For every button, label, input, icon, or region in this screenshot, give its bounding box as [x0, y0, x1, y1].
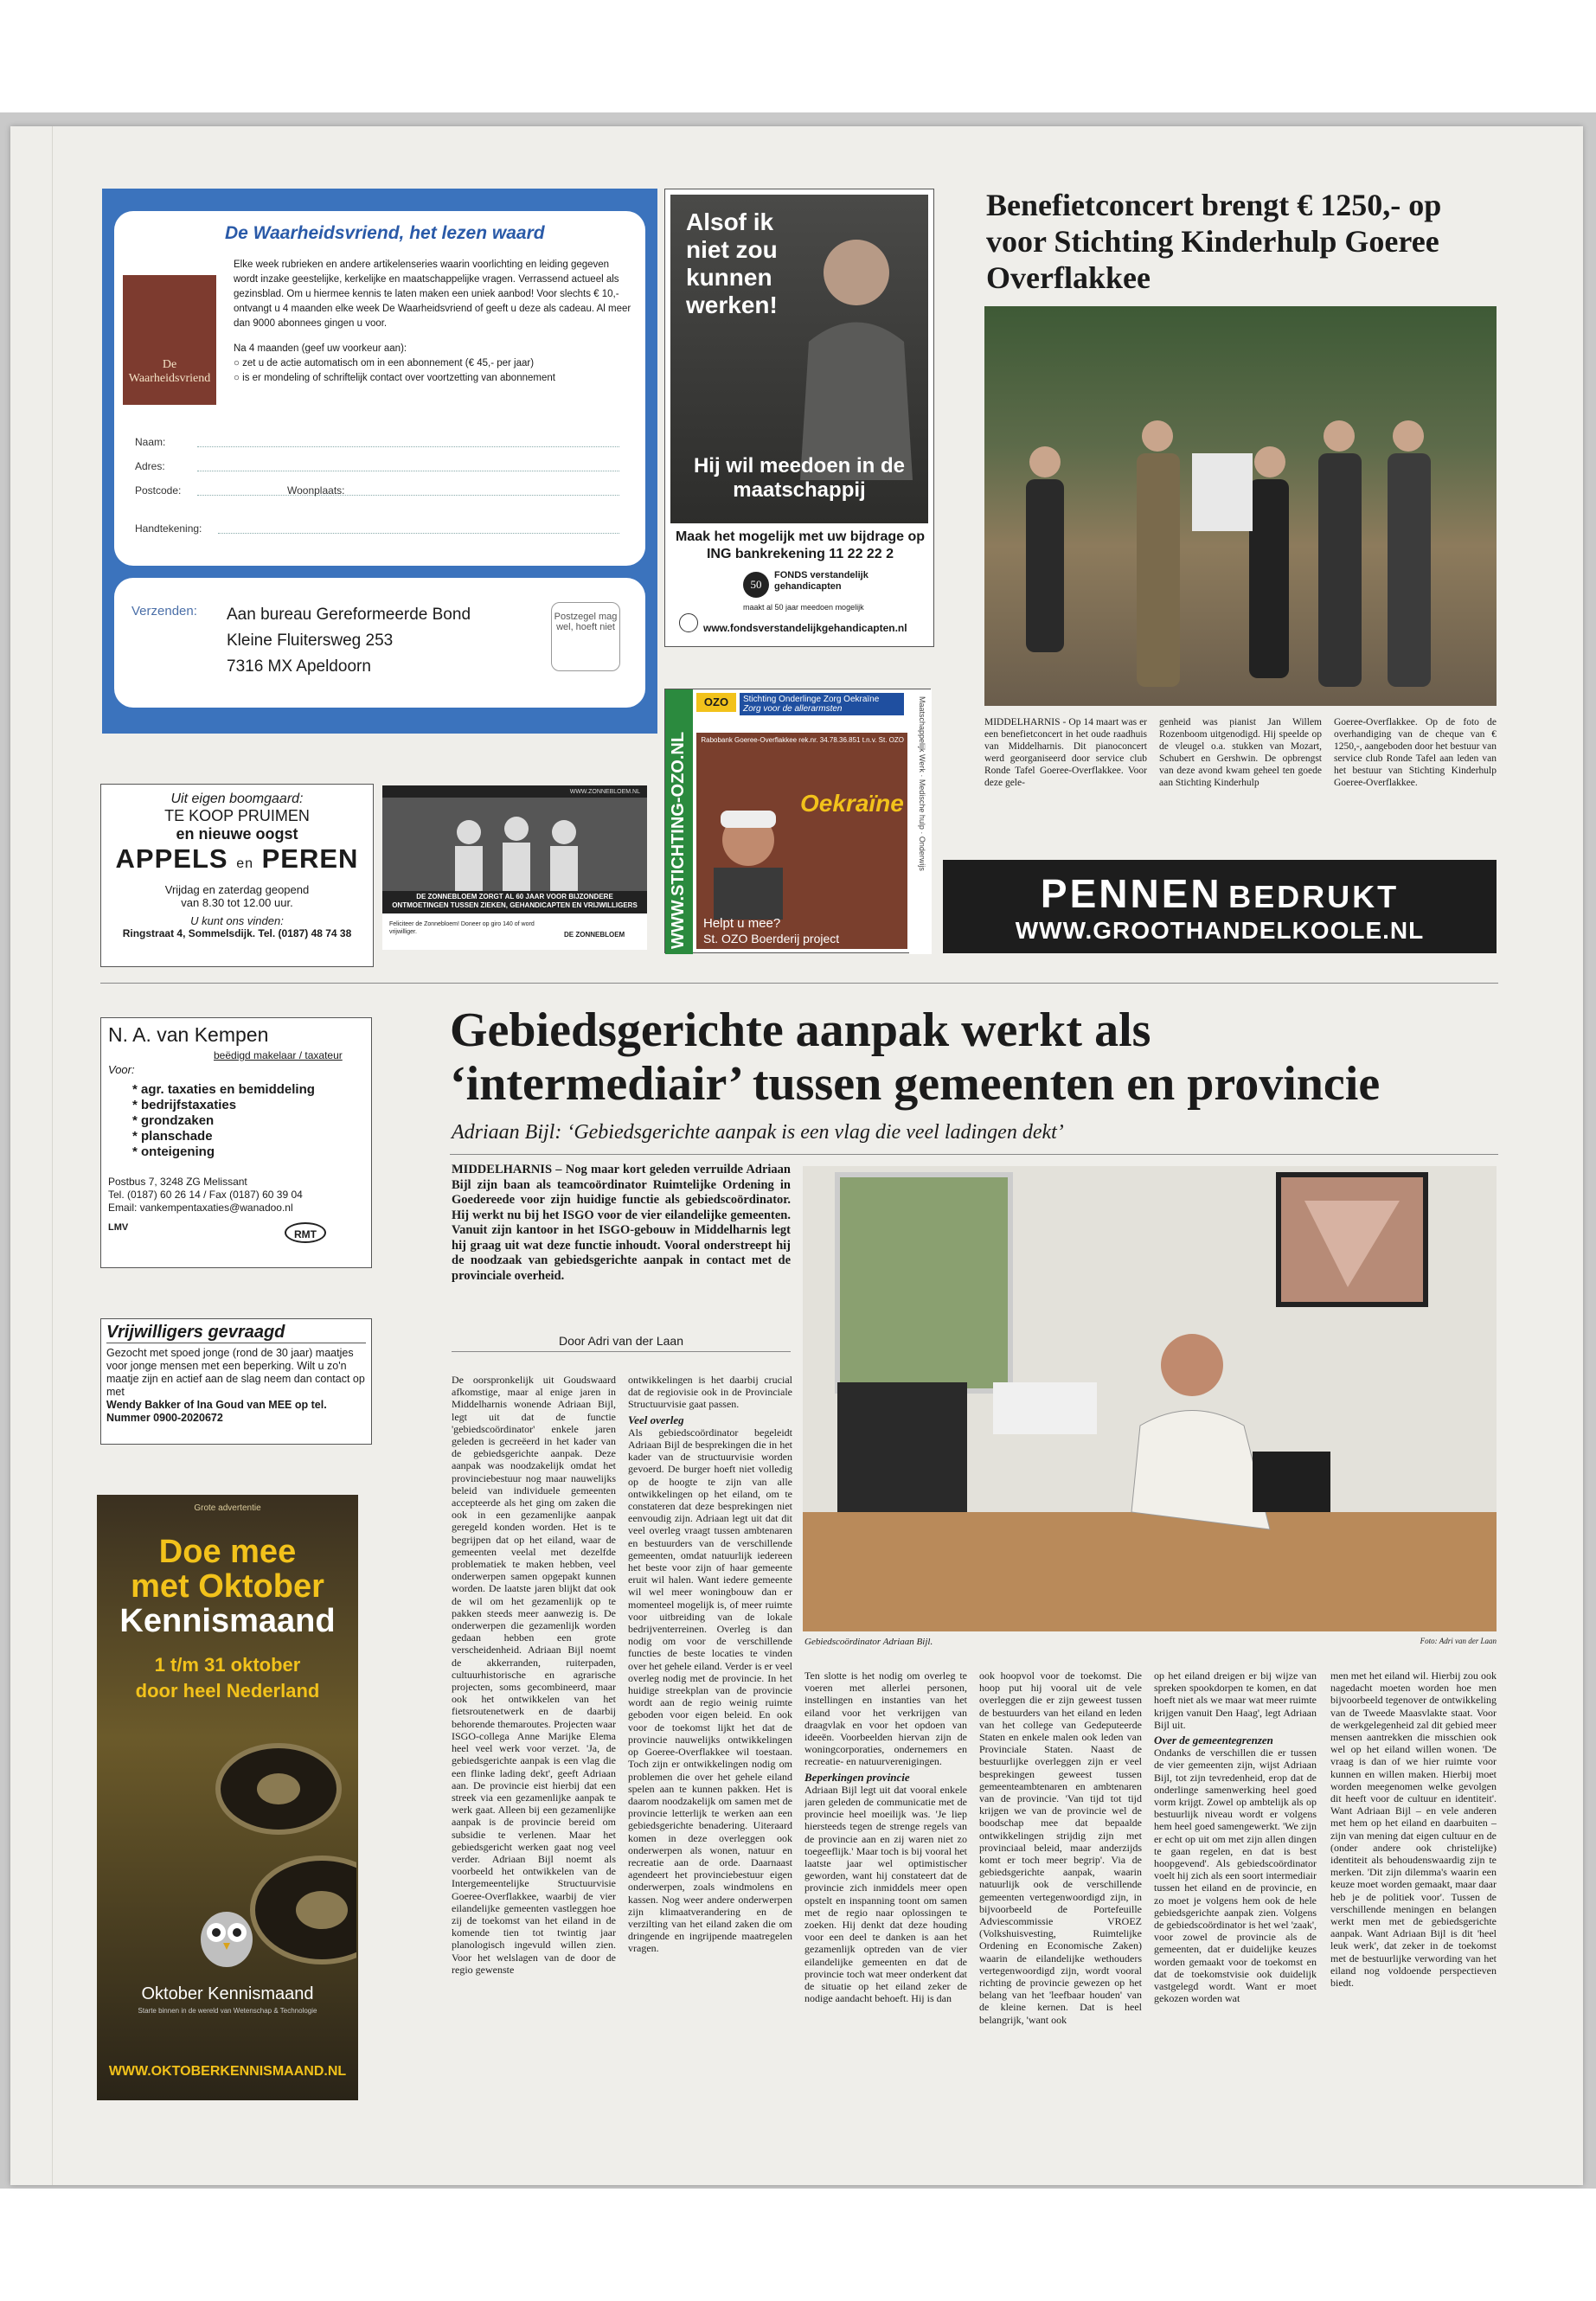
fonds-ad-org: FONDS verstandelijk gehandicapten — [774, 570, 869, 592]
benefiet-col-2: genheid was pianist Jan Willem Rozenboom uitgenodigd. Hij speelde op de vleugel o.a. stukken van Mozart, Schubert en Gershwin. De opbrengst van deze avond kwam geheel ten goede aan Stichting Kinderhulp — [1159, 717, 1322, 788]
person-silhouette-icon — [792, 221, 921, 480]
ozo-bank: Rabobank Goeree-Overflakkee rek.nr. 34.78.36.851 t.n.v. St. OZO — [701, 736, 904, 744]
fonds-ad — [664, 189, 934, 647]
fonds-50-logo-icon: 50 — [743, 572, 769, 598]
people-photo-icon — [382, 798, 647, 891]
article-col-5: op het eiland dreigen er bij wijze van spreken spookdorpen te komen, en dat hoeft niet als we maar wat meer ruimte krijgen vanuit Den Haag', legt Adriaan Bijl uit. Over de gemeentegrenzen Ondanks de verschillen die er tussen de vier gemeenten zijn, wijst Adriaan Bijl, tot zijn tevredenheid, erop dat de onderlinge samenwerking heel goed vorm krijgt. Zowel op ambtelijk als op bestuurlijk niveau wordt er volgens hem heel goed samengewerkt. 'We zijn er echt op uit om met zijn allen dingen te gaan regelen, en dat is best hoopgevend'. Als gebiedscoördinator voelt hij zich als een soort intermediair tussen het eiland en de provincie, en zo moet je volgens hem ook de hele gebiedsgerichte aanpak zien. Volgens de gebiedscoördinator is het wel 'zaak', voor zowel de provincie als de gemeenten, dat er duidelijke keuzes worden gemaakt voor de toekomst en dat de toekomstvisie ook duidelijk vastgelegd wordt. Want er moet gekozen worden wat — [1154, 1670, 1317, 2005]
people-group-icon — [984, 306, 1497, 706]
boomgaard-line5: Vrijdag en zaterdag geopend — [164, 883, 310, 896]
article-col-4: ook hoopvol voor de toekomst. Die hoop put hij vooral uit de vele overleggen die er zijn geweest tussen de bestuurders van het eiland en leden van het college van Gedeputeerde Staten en enkele malen ook leden van Provinciale Staten. Naast de bestuurlijke overleggen zijn er veel besprekingen geweest tussen gemeenteambtenaren en ambtenaren van de provincie. 'Van tijd tot tijd krijgen we van de provincie wel de boodschap mee dat bepaalde ontwikkelingen strijdig zijn met provinciaal beleid, maar anderzijds komt er toch meer begrip'. Via de gebiedsgerichte aanpak, waarin natuurlijk ook de verschillende gemeenten vertegenwoordigd zijn, in bijvoorbeeld de Portefeuille Adviescommissie VROEZ (Volkshuisvesting, Ruimtelijke Ordening en Economische Zaken) waarin de eilandelijke wethouders vertegenwoordigd zijn, wordt vooral richting de provincie gewezen op het belang van het 'leefbaar houden' van de kleine kernen. Dat is heel belangrijk, 'want ook — [979, 1670, 1142, 2026]
article-col-2: ontwikkelingen is het daarbij crucial dat de regiovisie ook in de Provinciale Structuurvisie gaat passen. Veel overleg Als gebiedscoördinator begeleidt Adriaan Bijl de besprekingen die in het kader van de structuurvisie worden gevoerd. De burger hoeft niet volledig op de hoogte te zijn van alle ontwikkelingen op het eiland, om te constateren dat deze besprekingen niet eenvoudig zijn. Adriaan legt uit dat dit veel overleg vraagt tussen ambtenaren en bestuurders van de verschillende gemeenten, omdat natuurlijk iedereen het beste voor zijn of haar gemeente eruit wil halen. Want iedere gemeente wil wel meer woningbouw dan er momenteel mogelijk is, of meer ruimte voor uitbreiding van de lokale bedrijventerreinen. Overleg is dan nodig om voor de verschillende functies de beste locaties te vinden over het gehele eiland. Verder is er veel overleg nodig met de provincie. In het huidige streekplan van de provincie wordt aan de regio weinig ruimte geboden voor eigen beleid. En ook voor de toekomst lijkt het dat de provincie nauwelijks ontwikkelingen op Goeree-Overflakkee wil toestaan. Toch zijn er ontwikkelingen nodig om problemen die over het gehele eiland spelen aan te kunnen pakken. Het is daarom noodzakelijk om samen met de provincie letterlijk te werken aan een gebiedsgerichte benadering. Uiteraard komen in deze overleggen ook onderwerpen als wonen, natuur en recreatie aan de orde. Daarnaast agendeert het provinciebestuur eigen onderwerpen, zoals windmolens en kassen. Nog weer andere onderwerpen zijn klimaatverandering en de verzilting van het eiland zaken die om dringende en ingrijpende maatregelen vragen. — [628, 1374, 792, 1955]
article-byline: Door Adri van der Laan — [452, 1334, 791, 1352]
oktober-small: Grote advertentie — [194, 1503, 261, 1513]
page-fold-line — [52, 126, 53, 2185]
ozo-help-1: Helpt u mee? — [703, 916, 781, 931]
coupon-options-intro: Na 4 maanden (geef uw voorkeur aan): — [234, 343, 407, 354]
koole-url[interactable]: WWW.GROOTHANDELKOOLE.NL — [1015, 917, 1425, 944]
oktober-ad — [97, 1495, 358, 2100]
kempen-address: Postbus 7, 3248 ZG Melissant — [108, 1176, 247, 1188]
field-line — [218, 533, 619, 534]
oktober-line1: Doe mee — [158, 1534, 297, 1570]
benefiet-photo — [984, 306, 1497, 706]
farmer-photo-icon — [705, 798, 792, 920]
kempen-tel: Tel. (0187) 60 26 14 / Fax (0187) 60 39 04 — [108, 1189, 303, 1201]
oktober-brand-sub: Starte binnen in de wereld van Wetenschap & Technologie — [138, 2007, 317, 2015]
article-col-6: men met het eiland wil. Hierbij zou ook nagedacht moeten worden hoe men bijvoorbeeld tegenover de ontwikkeling van de Tweede Maasvlakte staat. Voor de werkgelegenheid zal dit gebied meer mensen aantrekken die misschien ook wel op het eiland willen wonen. 'De vraag is dan of we hier ruimte voor kunnen en willen maken. Hierbij moet worden meegenomen welke gevolgen dit heeft voor de cultuur en identiteit'. Want Adriaan Bijl – en vele anderen met hem op het eiland en daarbuiten – zijn van mening dat eigen cultuur en de (onder andere ook christelijke) identiteit als behoudenswaardig zijn te merken. 'Dit zijn dilemma's waarin een keuze moet worden gemaakt, maar daar heb je de politiek voor'. Tussen de verschillende meningen en belangen werkt men met de gebiedsgerichte aanpak. Want Adriaan Bijl is dit 'heel leuk werk', dat zeker in de toekomst met de bestuurlijke verwording van het eiland nog voldoende perspectieven biedt. — [1330, 1670, 1497, 1990]
oktober-line3: Kennismaand — [119, 1603, 336, 1639]
fonds-ad-cta: Maak het mogelijk met uw bijdrage op ING bankrekening 11 22 22 2 — [675, 529, 926, 561]
option-radio-icon[interactable]: ○ — [234, 373, 243, 383]
boomgaard-peren: PEREN — [261, 843, 359, 874]
fonds-ad-photo — [670, 195, 928, 523]
ozo-banner-sub: Zorg voor de allerarmsten — [743, 704, 843, 714]
cbf-seal-icon — [679, 613, 698, 632]
photo-credit: Foto: Adri van der Laan — [1420, 1637, 1497, 1645]
article-col-1: De oorspronkelijk uit Goudswaard afkomstige, maar al enige jaren in Middelharnis wonende Adriaan Bijl, legt uit dat de functie 'gebiedscoördinator' enkele jaren geleden is gecreëerd in het kader van de gebiedsgerichte aanpak. Deze aanpak was noodzakelijk omdat het provinciebestuur nog maar nauwelijks beleid van individuele gemeenten accepteerde als het ging om zaken die ook in een gezamenlijke aanpak geregeld konden worden. Het is te begrijpen dat op het eiland, waar de gemeenten veelal met dezelfde problematiek te maken hebben, veel onderwerpen samen opgepakt kunnen worden. De laatste jaren blijkt dat ook de wil om het gezamenlijk op te pakken steeds meer aanwezig is. De onderwerpen die gezamenlijk worden gedaan hebben een grote verscheidenheid. Adriaan Bijl noemt de akkerranden, ruiterpaden, cultuurhistorische en agrarische projecten, soms gecombineerd, maar ook het ontwikkelen van het fietsroutenetwerk en de daarbij behorende themaroutes. Projecten waar ISGO-collega Anne Marijke Elema heel veel werk voor verzet. 'Ja, de gebiedsgerichte aanpak is een vlag die een flinke lading dekt', geeft Adriaan aan. De provincie eist hierbij dat een streek via een gezamenlijke aanpak te werk gaat. Alleen bij een gezamenlijke aanpak is de provincie bereid om subsidie te verlenen. Maar het gebiedsgericht werken gaat nog veel verder. Adriaan Bijl noemt als voorbeeld het ontwikkelen van de Intergemeentelijke Structuurvisie Goeree-Overflakkee, waarbij de vier eilandelijke gemeenten vastleggen hoe zij de toekomst van het eiland in de komende tien tot twintig jaar planologisch ingevuld willen zien. Voor het welslagen van de door de regio gewenste — [452, 1374, 616, 1976]
benefiet-headline: Benefietconcert brengt € 1250,- op voor Stichting Kinderhulp Goeree Overflakkee — [986, 188, 1442, 295]
field-adres[interactable]: Adres: — [135, 460, 165, 472]
subhead-rule — [450, 1154, 1498, 1155]
fonds-ad-subheadline: Hij wil meedoen in de maatschappij — [693, 454, 906, 502]
subheading-beperkingen: Beperkingen provincie — [804, 1770, 910, 1784]
oktober-where: door heel Nederland — [135, 1680, 320, 1702]
koole-title-small: BEDRUKT — [1228, 879, 1400, 914]
oktober-line2: met Oktober — [131, 1568, 324, 1605]
ozo-banner: Stichting Onderlinge Zorg Oekraïne — [743, 695, 880, 704]
kempen-voor: Voor: — [108, 1063, 135, 1076]
magazine-cover-image: De Waarheidsvriend — [123, 275, 216, 405]
service-item: * onteigening — [132, 1144, 215, 1159]
boomgaard-line2: TE KOOP PRUIMEN — [164, 807, 310, 824]
zonnebloem-caption: DE ZONNEBLOEM ZORGT AL 60 JAAR VOOR BIJZONDERE ONTMOETINGEN TUSSEN ZIEKEN, GEHANDICAPTEN EN VRIJWILLIGERS — [392, 893, 638, 909]
article-subhead: Adriaan Bijl: ‘Gebiedsgerichte aanpak is een vlag die veel ladingen dekt’ — [452, 1121, 1064, 1144]
benefiet-col-1: MIDDELHARNIS - Op 14 maart was er een benefietconcert in het oude raadhuis van Middelharnis. Dit pianoconcert werd georganiseerd door service club Ronde Tafel Goeree-Overflakkee. Voor deze gele- — [984, 717, 1147, 788]
ozo-ad — [664, 689, 931, 953]
field-line — [197, 495, 619, 496]
service-item: * grondzaken — [132, 1113, 215, 1128]
option-radio-icon[interactable]: ○ — [234, 358, 243, 369]
kempen-email[interactable]: Email: vankempentaxaties@wanadoo.nl — [108, 1202, 293, 1214]
kempen-services — [132, 1082, 315, 1160]
section-divider — [100, 983, 1498, 984]
article-col-3: Ten slotte is het nodig om overleg te voeren met allerlei personen, instellingen en instanties van het eiland voor het verkrijgen van draagvlak en voor het opdoen van ideeën. Voorbeelden hiervan zijn de woningcorporaties, ondernemers en recreatie- en natuurverenigingen. Beperkingen provincie Adriaan Bijl legt uit dat vooral enkele jaren geleden de communicatie met de provincie heel moeilijk was. 'Je liep hiersteeds tegen de strenge regels van de provincie aan en zij waren niet zo toegeeflijk.' Maar toch is bij vooral het laatste jaar wel optimistischer geworden, want hij constateert dat de provincie zich inmiddels meer open opstelt en inspanning toont om samen met de regio naar oplossingen te zoeken. Hij denkt dat deze houding voor een deel te danken is aan het gezamenlijk optreden van de vier eilandelijke gemeenten en dat de provincie toch wat meer onderkent dat de situatie op het eiland zeker de nodige aandacht behoeft. Hij is dan — [804, 1670, 967, 2005]
service-item: * bedrijfstaxaties — [132, 1098, 237, 1112]
rmt-logo: RMT — [285, 1222, 326, 1243]
boomgaard-appels: APPELS — [115, 843, 228, 874]
zonnebloem-ad — [382, 785, 647, 950]
fonds-ad-url[interactable]: www.fondsverstandelijkgehandicapten.nl — [703, 622, 907, 634]
stamp-box: Postzegel mag wel, hoeft niet — [551, 602, 620, 671]
field-postcode[interactable]: Postcode: — [135, 484, 182, 497]
office-scene-icon — [803, 1166, 1497, 1631]
ozo-logo: OZO — [696, 693, 736, 712]
vrijwilligers-title: Vrijwilligers gevraagd — [106, 1323, 366, 1343]
coupon-offer-text: Elke week rubrieken en andere artikelenseries waarin voorlichting en leiding gegeven wordt inzake geestelijke, kerkelijke en maatschappelijke vragen. Verrassend actueel als gezinsblad. Om u hiermee kennis te laten maken een uniek aanbod! Voor slechts € 10,- ontvangt u 4 maanden elke week De Waarheidsvriend of geeft u deze als cadeau. Al meer dan 9000 abonnees gingen u voor. — [234, 260, 631, 329]
field-naam[interactable]: Naam: — [135, 436, 166, 448]
boomgaard-line6: van 8.30 tot 12.00 uur. — [181, 896, 293, 909]
address-line: Aan bureau Gereformeerde Bond — [227, 606, 471, 624]
fonds-ad-headline: Alsof ik niet zou kunnen werken! — [686, 208, 778, 318]
service-item: * agr. taxaties en bemiddeling — [132, 1082, 315, 1097]
coupon-form-panel — [114, 211, 645, 566]
owl-mascot-icon — [192, 1901, 261, 1971]
coupon-address-panel — [114, 578, 645, 708]
article-lead: MIDDELHARNIS – Nog maar kort geleden verruilde Adriaan Bijl zijn baan als teamcoördinator Ruimtelijke Ordening in Goedereede voor zijn huidige functie als gebiedscoördinator. Hij werkt nu bij het ISGO voor de vier eilandelijke gemeenten. Vanuit zijn kantoor in het ISGO-gebouw in Middelharnis legt hij graag uit wat deze functie inhoudt. Vooral onderstreept hij de noodzaak van gebiedsgerichte aanpak in contact met de provinciale overheid. — [452, 1163, 791, 1283]
boomgaard-line8: Ringstraat 4, Sommelsdijk. Tel. (0187) 48 74 38 — [122, 927, 352, 939]
subheading-gemeentegrenzen: Over de gemeentegrenzen — [1154, 1734, 1273, 1747]
benefiet-col-3: Goeree-Overflakkee. Op de foto de overhandiging van de cheque van € 1250,-, aangeboden door het bestuur van service club Ronde Tafel aan leden van het bestuur van Stichting Kinderhulp Goeree-Overflakkee. — [1334, 717, 1497, 788]
boomgaard-line3: en nieuwe oogst — [176, 825, 298, 843]
field-handtekening[interactable]: Handtekening: — [135, 522, 202, 535]
koole-title-big: PENNEN — [1040, 871, 1222, 916]
send-label: Verzenden: — [131, 604, 197, 619]
subscription-coupon — [102, 189, 657, 734]
boomgaard-line1: Uit eigen boomgaard: — [170, 792, 304, 806]
vrijwilligers-contact: Wendy Bakker of Ina Goud van MEE op tel. Nummer 0900-2020672 — [106, 1399, 327, 1424]
zonnebloem-site[interactable]: WWW.ZONNEBLOEM.NL — [569, 789, 640, 795]
address-line: Kleine Fluitersweg 253 — [227, 631, 394, 650]
koole-ad — [943, 860, 1497, 953]
ozo-help-2: St. OZO Boerderij project — [703, 932, 840, 945]
coupon-option-2: is er mondeling of schriftelijk contact over voortzetting van abonnement — [242, 373, 555, 383]
boomgaard-line7: U kunt ons vinden: — [190, 914, 284, 927]
ozo-side-url[interactable]: WWW.STICHTING-OZO.NL — [669, 731, 688, 949]
vrijwilligers-body: Gezocht met spoed jonge (rond de 30 jaar) maatjes voor jonge mensen met een beperking. Wilt u zo'n maatje zijn en actief aan de slag neem dan contact op met — [106, 1347, 365, 1398]
subheading-veel-overleg: Veel overleg — [628, 1413, 684, 1426]
zonnebloem-small: Feliciteer de Zonnebloem! Doneer op giro 140 of word vrijwilliger. — [389, 921, 535, 935]
van-kempen-ad — [100, 1017, 372, 1268]
photo-caption: Gebiedscoördinator Adriaan Bijl. — [804, 1637, 933, 1647]
oktober-url[interactable]: WWW.OKTOBERKENNISMAAND.NL — [108, 2064, 347, 2079]
article-photo — [803, 1166, 1497, 1631]
ozo-photo — [696, 733, 907, 949]
fonds-ad-tagline: maakt al 50 jaar meedoen mogelijk — [743, 603, 864, 612]
coupon-option-1: zet u de actie automatisch om in een abonnement (€ 45,- per jaar) — [242, 358, 535, 369]
zonnebloem-brand: DE ZONNEBLOEM — [564, 931, 625, 939]
article-headline: Gebiedsgerichte aanpak werkt als ‘intermediair’ tussen gemeenten en provincie — [450, 1003, 1381, 1111]
service-item: * planschade — [132, 1129, 213, 1144]
field-line — [197, 446, 619, 447]
oktober-brand: Oktober Kennismaand — [141, 1984, 314, 2003]
oktober-dates: 1 t/m 31 oktober — [154, 1654, 301, 1676]
ozo-right-side: Maatschappelijk Werk · Medische hulp · Onderwijs — [918, 696, 926, 871]
vrijwilligers-ad — [100, 1318, 372, 1445]
address-line: 7316 MX Apeldoorn — [227, 657, 371, 676]
ozo-country: Oekraïne — [800, 790, 904, 817]
kempen-name: N. A. van Kempen — [108, 1023, 269, 1046]
kempen-sub: beëdigd makelaar / taxateur — [214, 1049, 343, 1061]
coupon-title: De Waarheidsvriend, het lezen waard — [225, 223, 545, 243]
lmv-logo: LMV — [108, 1222, 129, 1233]
boomgaard-ad: Uit eigen boomgaard: TE KOOP PRUIMEN en nieuwe oogst APPELS en PEREN Vrijdag en zaterdag geopend van 8.30 tot 12.00 uur. U kunt ons vinden: Ringstraat 4, Sommelsdijk. Tel. (0187) 48 74 38 — [100, 784, 374, 967]
field-woonplaats[interactable]: Woonplaats: — [287, 484, 345, 497]
